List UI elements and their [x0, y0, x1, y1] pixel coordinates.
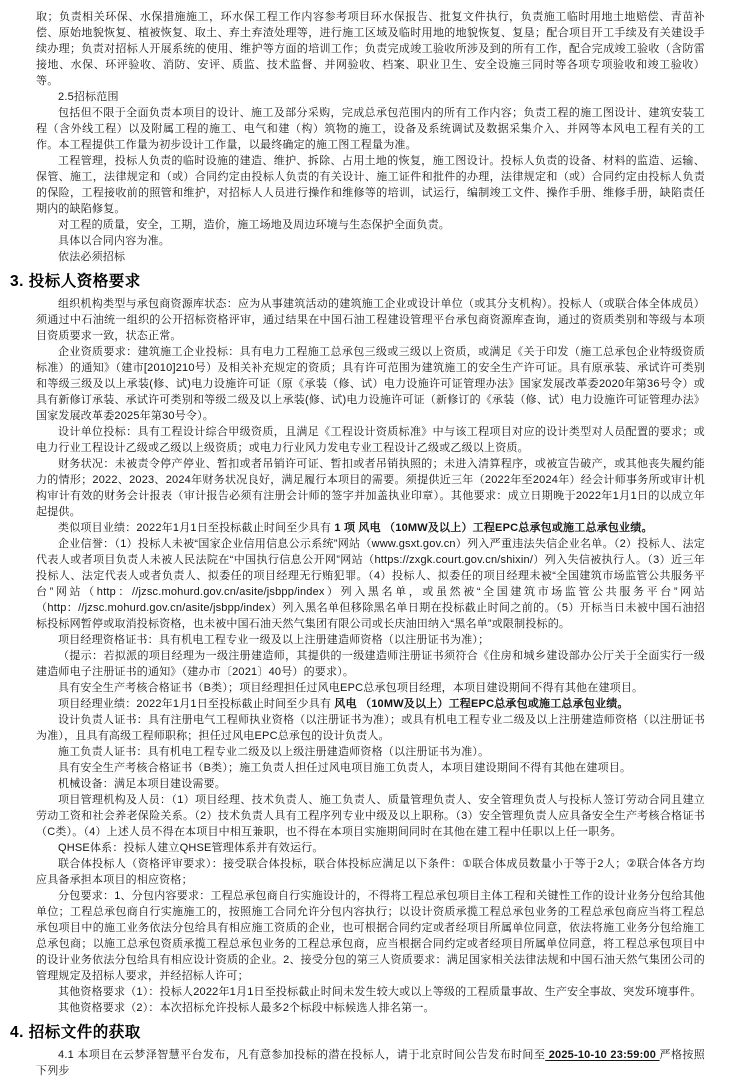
paragraph	[36, 344, 705, 424]
text-run: 机械设备：满足本项目建设需要。	[58, 778, 226, 790]
paragraph	[36, 744, 705, 760]
text-run: 依法必须招标	[58, 251, 126, 263]
paragraph	[36, 648, 705, 680]
paragraph	[36, 792, 705, 840]
text-run: 具有安全生产考核合格证书（B类）；项目经理担任过风电EPC总承包项目经理，本项目建设期间不得有其他在建项目。	[58, 682, 644, 694]
paragraph	[36, 520, 705, 536]
text-run: 3. 投标人资格要求	[10, 273, 141, 290]
text-run: 风电 （10MW及以上）工程EPC总承包或施工总承包业绩。	[334, 698, 629, 710]
paragraph	[36, 760, 705, 776]
paragraph	[36, 696, 705, 712]
paragraph	[36, 776, 705, 792]
text-run: 具有安全生产考核合格证书（B类）；施工负责人担任过风电项目施工负责人，本项目建设期间不得有其他在建项目。	[58, 762, 632, 774]
text-run: 2.5招标范围	[58, 91, 119, 103]
paragraph	[36, 840, 705, 856]
text-run: 施工负责人证书：具有机电工程专业二级及以上级注册建造师资格（以注册证书为准）。	[58, 746, 490, 758]
text-run: QHSE体系：投标人建立QHSE管理体系并有效运行。	[58, 842, 324, 854]
text-run: 企业信誉：（1）投标人未被“国家企业信用信息公示系统”网站（www.gsxt.gov.cn）列入严重违法失信企业名单。（2）投标人、法定代表人或者项目负责人未被人民法院在“中国执行信息公开网”网站（https://zxgk.court.gov.cn/shixin/）列入失信被执行人。（3）近三年投标人、法定代表人或者负责人、拟委任的项目经理无行贿犯罪。（4）投标人、拟委任的项目经理未被“全国建筑市场监管公共服务平台”网站（http：//jzsc.mohurd.gov.cn/asite/jsbpp/index）列入黑名单，或虽然被“全国建筑市场监管公共服务平台”网站（http：//jzsc.mohurd.gov.cn/asite/jsbpp/index）列入黑名单但移除黑名单日期在投标截止时间之前的。（5）开标当日未被中国石油招标投标网暂停或取消投标资格，也未被中国石油天然气集团有限公司或长庆油田纳入“黑名单”或限制投标的。	[36, 538, 705, 630]
paragraph	[36, 984, 705, 1000]
paragraph	[36, 105, 705, 153]
paragraph	[36, 89, 705, 105]
text-run: 4. 招标文件的获取	[10, 1024, 141, 1041]
text-run: 包括但不限于全面负责本项目的设计、施工及部分采购，完成总承包范围内的所有工作内容；负责工程的施工图设计、建筑安装工程（含外线工程）以及附属工程的施工、电气和建（构）筑物的施工，设备及系统调试及数据采集介入、并网等本风电工程有关的工作。本工程提供工作量为初步设计工作量，以最终确定的施工图工程量为准。	[36, 107, 705, 151]
paragraph	[36, 712, 705, 744]
paragraph	[36, 296, 705, 344]
text-run: 其他资格要求（1）：投标人2022年1月1日至投标截止时间未发生较大或以上等级的工程质量事故、生产安全事故、突发环境事件。	[58, 986, 702, 998]
paragraph	[36, 632, 705, 648]
text-run: 项目管理机构及人员：（1）项目经理、技术负责人、施工负责人、质量管理负责人、安全管理负责人与投标人签订劳动合同且建立劳动工资和社会养老保险关系。（2）技术负责人具有工程序列专业中级及以上职称。（3）安全管理负责人应具备安全生产考核合格证书（C类）。（4）上述人员不得在本项目中相互兼职，也不得在本项目实施期间同时在其他在建工程中任职以上任一职务。	[36, 794, 705, 838]
section-heading	[10, 1022, 705, 1043]
text-run: 严格按照下列步	[36, 1049, 705, 1077]
text-run: 分包要求：1、分包内容要求：工程总承包商自行实施设计的，不得将工程总承包项目主体工程和关键性工作的设计业务分包给其他单位；工程总承包商自行实施施工的，按照施工合同允许分包内容执行；以设计资质承揽工程总承包业务的工程总承包商应当将工程总承包项目中的施工业务依法分包给具有相应施工资质的企业，也可根据合同约定或者经项目所属单位同意，依法将施工业务分包给施工总承包商；以施工总承包资质承揽工程总承包业务的工程总承包商，应当根据合同约定或者经项目所属单位同意，将工程总承包项目中的设计业务依法分包给具有相应设计资质的企业。2、接受分包的第三人资质要求：满足国家相关法律法规和中国石油天然气集团公司的管理规定及招标人要求，并经招标人许可；	[36, 890, 705, 982]
text-run: 项目经理资格证书：具有机电工程专业一级及以上注册建造师资格（以注册证书为准）；	[58, 634, 490, 646]
text-run: （提示：若拟派的项目经理为一级注册建造师，其提供的一级建造师注册证书须符合《住房和城乡建设部办公厅关于全面实行一级建造师电子注册证书的通知》（建办市〔2021〕40号）的要求）。	[36, 650, 705, 678]
text-run: 组织机构类型与承包商资源库状态：应为从事建筑活动的建筑施工企业或设计单位（或其分支机构）。投标人（或联合体全体成员）须通过中石油统一组织的公开招标资格评审，通过结果在中国石油工程建设管理平台承包商资源库查询，通过的资质类别和等级与本项目资质要求一致，状态正常。	[36, 298, 705, 342]
text-run: 对工程的质量，安全，工期，造价，施工场地及周边环境与生态保护全面负责。	[58, 219, 450, 231]
text-run: 设计负责人证书：具有注册电气工程师执业资格（以注册证书为准）；或具有机电工程专业二级及以上注册建造师资格（以注册证书为准），且具有高级工程师职称；担任过风电EPC总承包的设计负责人。	[36, 714, 705, 742]
text-run: 4.1 本项目在云梦泽智慧平台发布，凡有意参加投标的潜在投标人，请于北京时间公告发布时间至	[58, 1049, 546, 1061]
section-heading	[10, 271, 705, 292]
deadline-datetime: 2025-10-10 23:59:00	[545, 1049, 660, 1061]
text-run: 企业资质要求：建筑施工企业投标：具有电力工程施工总承包三级或三级以上资质，或满足《关于印发（施工总承包企业特级资质标准）的通知》（建市[2010]210号）及相关补充规定的资质；具有许可范围为建筑施工的安全生产许可证。具有原承装、承试许可类别和等级三级及以上承装(修、试)电力设施许可证（原《承装（修、试）电力设施许可证管理办法》国家发展改革委2020年第36号令）或具有新修订承装、承试许可类别和等级二级及以上承装(修、试)电力设施许可证（新修订的《承装（修、试）电力设施许可证管理办法》国家发展改革委2025年第30号令）。	[36, 346, 705, 422]
paragraph	[36, 9, 705, 89]
paragraph	[36, 856, 705, 888]
text-run: 项目经理业绩：2022年1月1日至投标截止时间至少具有	[58, 698, 335, 710]
text-run: 其他资格要求（2）：本次招标允许投标人最多2个标段中标候选人排名第一。	[58, 1002, 435, 1014]
paragraph	[36, 153, 705, 217]
paragraph	[36, 536, 705, 632]
paragraph	[36, 249, 705, 265]
paragraph	[36, 424, 705, 456]
text-run: 取；负责相关环保、水保措施施工，环水保工程工作内容参考项目环水保报告、批复文件执行，负责施工临时用地土地赔偿、青苗补偿、原始地貌恢复、植被恢复、取土、弃土弃渣处理等，进行施工区域及临时用地的地貌恢复、复垦；配合项目开工手续及有关建设手续办理；负责对招标人开展系统的使用、维护等方面的培训工作；负责完成竣工验收所涉及到的所有工作，配合完成竣工验收（含防雷接地、水保、环评验收、消防、安评、质监、技术监督、并网验收、档案、职业卫生、安全设施三同时等各项专项验收和竣工验收）等。	[36, 11, 705, 87]
paragraph	[36, 680, 705, 696]
text-run: 联合体投标人（资格评审要求）：接受联合体投标，联合体投标应满足以下条件：①联合体成员数量小于等于2人；②联合体各方均应具备承担本项目的相应资格；	[36, 858, 705, 886]
text-run: 财务状况：未被责令停产停业、暂扣或者吊销许可证、暂扣或者吊销执照的；未进入清算程序，或被宣告破产，或其他丧失履约能力的情形；2022、2023、2024年财务状况良好，满足履行本项目的需要。须提供近三年（2022年至2024年）经会计师事务所或审计机构审计有效的财务会计报表（审计报告必须有注册会计师的签字并加盖执业印章）。其他要求：成立日期晚于2022年1月1日的以成立年起提供。	[36, 458, 705, 518]
paragraph	[36, 217, 705, 233]
paragraph	[36, 456, 705, 520]
text-run: 1 项 风电 （10MW及以上）工程EPC总承包或施工总承包业绩。	[334, 522, 653, 534]
text-run: 工程管理，投标人负责的临时设施的建造、维护、拆除、占用土地的恢复，施工图设计。投标人负责的设备、材料的监造、运输、保管、施工，法律规定和（或）合同约定由投标人负责的有关设计、施工证件和批件的办理，法律规定和（或）合同约定由投标人负责的保险，工程接收前的照管和维护，对招标人人员进行操作和维修等的培训，试运行，编制竣工文件、操作手册、维修手册，缺陷责任期内的缺陷修复。	[36, 155, 705, 215]
text-run: 具体以合同内容为准。	[58, 235, 170, 247]
paragraph	[36, 233, 705, 249]
paragraph	[36, 888, 705, 984]
paragraph	[36, 1000, 705, 1016]
text-run: 类似项目业绩：2022年1月1日至投标截止时间至少具有	[58, 522, 335, 534]
text-run: 设计单位投标：具有工程设计综合甲级资质，且满足《工程设计资质标准》中与该工程项目对应的设计类型对人员配置的要求；或电力行业工程设计乙级或乙级以上级资质；或电力行业风力发电专业工程设计乙级或乙级以上资质。	[36, 426, 705, 454]
paragraph	[36, 1047, 705, 1079]
